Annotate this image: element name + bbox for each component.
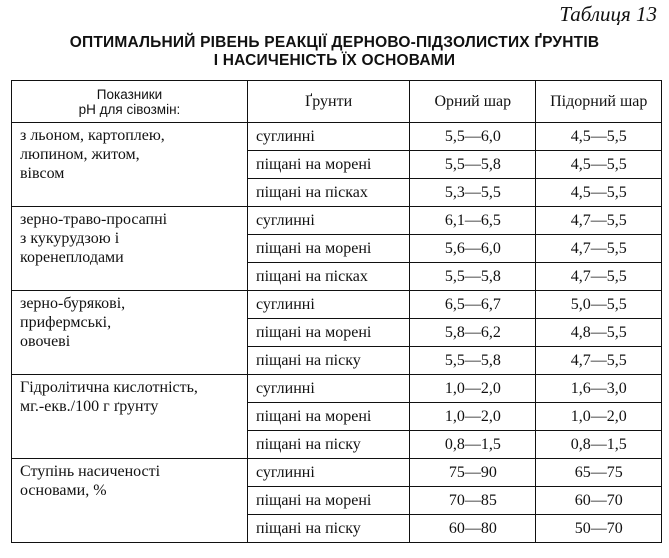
arable-layer-cell: 5,5—5,8 — [410, 347, 536, 375]
soil-type-cell: суглинні — [248, 123, 410, 151]
arable-layer-cell: 60—80 — [410, 515, 536, 543]
subarable-layer-cell: 4,8—5,5 — [536, 319, 662, 347]
soil-type-cell: суглинні — [248, 459, 410, 487]
soil-type-cell: піщані на морені — [248, 319, 410, 347]
group-label-line: люпином, житом, — [20, 146, 140, 163]
arable-layer-cell: 6,1—6,5 — [410, 207, 536, 235]
soil-reaction-table — [11, 80, 662, 543]
soil-type-cell: піщані на піску — [248, 347, 410, 375]
arable-layer-cell: 5,5—5,8 — [410, 151, 536, 179]
group-label-line: коренеплодами — [20, 249, 124, 266]
group-label-line: з льоном, картоплею, — [20, 127, 165, 144]
subarable-layer-cell: 4,7—5,5 — [536, 263, 662, 291]
subarable-layer-cell: 4,5—5,5 — [536, 123, 662, 151]
header-subarable-layer: Підорний шар — [536, 81, 662, 123]
arable-layer-cell: 1,0—2,0 — [410, 403, 536, 431]
group-label — [12, 291, 248, 375]
header-indicators — [12, 81, 248, 123]
table-header-row — [12, 81, 662, 123]
subarable-layer-cell: 4,7—5,5 — [536, 235, 662, 263]
table-row — [12, 207, 662, 235]
table-row — [12, 459, 662, 487]
arable-layer-cell: 5,5—5,8 — [410, 263, 536, 291]
arable-layer-cell: 0,8—1,5 — [410, 431, 536, 459]
group-label-line: зерно-бурякові, — [20, 295, 126, 312]
header-indicators-line-2: pH для сівозмін: — [78, 101, 181, 117]
subarable-layer-cell: 5,0—5,5 — [536, 291, 662, 319]
header-indicators-line-1: Показники — [96, 86, 163, 102]
group-label-line: зерно-траво-просапні — [20, 211, 168, 228]
soil-type-cell: піщані на морені — [248, 235, 410, 263]
soil-type-cell: піщані на морені — [248, 487, 410, 515]
table-title-line-1: ОПТИМАЛЬНИЙ РІВЕНЬ РЕАКЦІЇ ДЕРНОВО-ПІДЗОЛИСТИХ ҐРУНТІВ — [69, 34, 600, 51]
arable-layer-cell: 5,5—6,0 — [410, 123, 536, 151]
group-label-line: вівсом — [20, 165, 65, 182]
group-label-line: Гідролітична кислотність, — [20, 379, 198, 396]
group-label-line: Ступінь насиченості — [20, 463, 161, 480]
arable-layer-cell: 5,6—6,0 — [410, 235, 536, 263]
table-number: Таблиця 13 — [559, 2, 657, 26]
group-label-line: мг.-екв./100 г ґрунту — [20, 398, 159, 415]
subarable-layer-cell: 0,8—1,5 — [536, 431, 662, 459]
subarable-layer-cell: 50—70 — [536, 515, 662, 543]
group-label — [12, 207, 248, 291]
soil-type-cell: піщані на морені — [248, 151, 410, 179]
soil-type-cell: піщані на пісках — [248, 263, 410, 291]
arable-layer-cell: 70—85 — [410, 487, 536, 515]
table-row — [12, 375, 662, 403]
soil-type-cell: суглинні — [248, 207, 410, 235]
table-row — [12, 123, 662, 151]
arable-layer-cell: 5,3—5,5 — [410, 179, 536, 207]
table-row — [12, 291, 662, 319]
subarable-layer-cell: 60—70 — [536, 487, 662, 515]
subarable-layer-cell: 65—75 — [536, 459, 662, 487]
soil-type-cell: піщані на піску — [248, 431, 410, 459]
subarable-layer-cell: 1,0—2,0 — [536, 403, 662, 431]
header-soils: Ґрунти — [248, 81, 410, 123]
soil-type-cell: піщані на піску — [248, 515, 410, 543]
subarable-layer-cell: 4,7—5,5 — [536, 347, 662, 375]
table-title-line-2: І НАСИЧЕНІСТЬ ЇХ ОСНОВАМИ — [213, 52, 456, 69]
soil-type-cell: піщані на морені — [248, 403, 410, 431]
arable-layer-cell: 75—90 — [410, 459, 536, 487]
group-label-line: прифермські, — [20, 314, 112, 331]
group-label-line: овочеві — [20, 333, 71, 350]
subarable-layer-cell: 4,7—5,5 — [536, 207, 662, 235]
group-label — [12, 375, 248, 459]
arable-layer-cell: 1,0—2,0 — [410, 375, 536, 403]
soil-type-cell: суглинні — [248, 375, 410, 403]
soil-type-cell: піщані на пісках — [248, 179, 410, 207]
soil-type-cell: суглинні — [248, 291, 410, 319]
arable-layer-cell: 6,5—6,7 — [410, 291, 536, 319]
header-arable-layer: Орний шар — [410, 81, 536, 123]
table-title — [0, 34, 669, 70]
group-label — [12, 459, 248, 543]
subarable-layer-cell: 1,6—3,0 — [536, 375, 662, 403]
group-label — [12, 123, 248, 207]
arable-layer-cell: 5,8—6,2 — [410, 319, 536, 347]
group-label-line: з кукурудзою і — [20, 230, 120, 247]
subarable-layer-cell: 4,5—5,5 — [536, 179, 662, 207]
group-label-line: основами, % — [20, 482, 107, 499]
subarable-layer-cell: 4,5—5,5 — [536, 151, 662, 179]
